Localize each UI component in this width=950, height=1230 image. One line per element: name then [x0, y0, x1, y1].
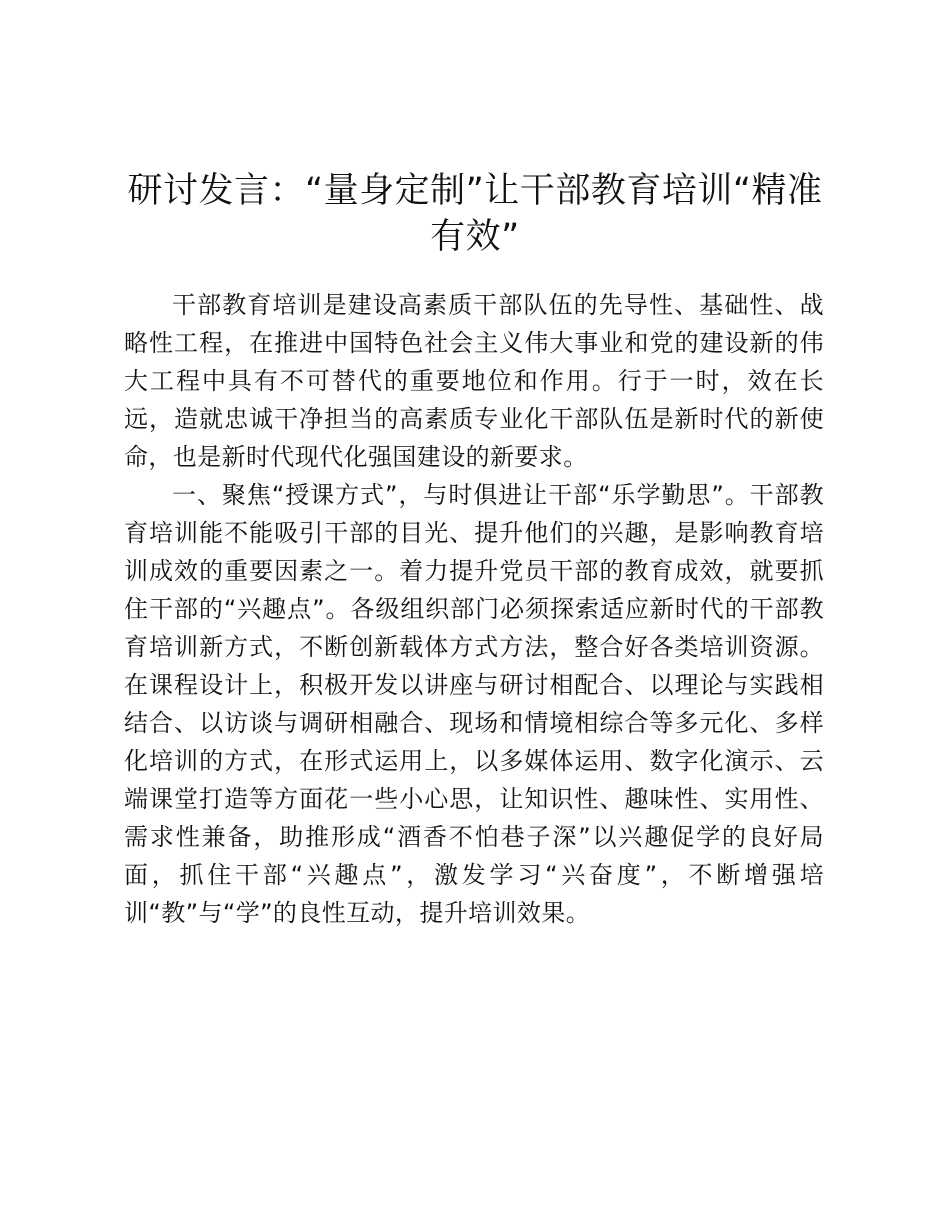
document-body	[124, 286, 824, 932]
document-title: 研讨发言：“量身定制”让干部教育培训“精准有效”	[127, 171, 823, 257]
paragraph-intro: 干部教育培训是建设高素质干部队伍的先导性、基础性、战略性工程，在推进中国特色社会主义伟大事业和党的建设新的伟大工程中具有不可替代的重要地位和作用。行于一时，效在长远，造就忠诚干净担当的高素质专业化干部队伍是新时代的新使命，也是新时代现代化强国建设的新要求。	[124, 291, 824, 471]
paragraph-section-one: 一、聚焦“授课方式”，与时俱进让干部“乐学勤思”。干部教育培训能不能吸引干部的目光、提升他们的兴趣，是影响教育培训成效的重要因素之一。着力提升党员干部的教育成效，就要抓住干部的“兴趣点”。各级组织部门必须探索适应新时代的干部教育培训新方式，不断创新载体方式方法，整合好各类培训资源。在课程设计上，积极开发以讲座与研讨相配合、以理论与实践相结合、以访谈与调研相融合、现场和情境相综合等多元化、多样化培训的方式，在形式运用上，以多媒体运用、数字化演示、云端课堂打造等方面花一些小心思，让知识性、趣味性、实用性、需求性兼备，助推形成“酒香不怕巷子深”以兴趣促学的良好局面，抓住干部“兴趣点”，激发学习“兴奋度”，不断增强培训“教”与“学”的良性互动，提升培训效果。	[124, 481, 824, 927]
